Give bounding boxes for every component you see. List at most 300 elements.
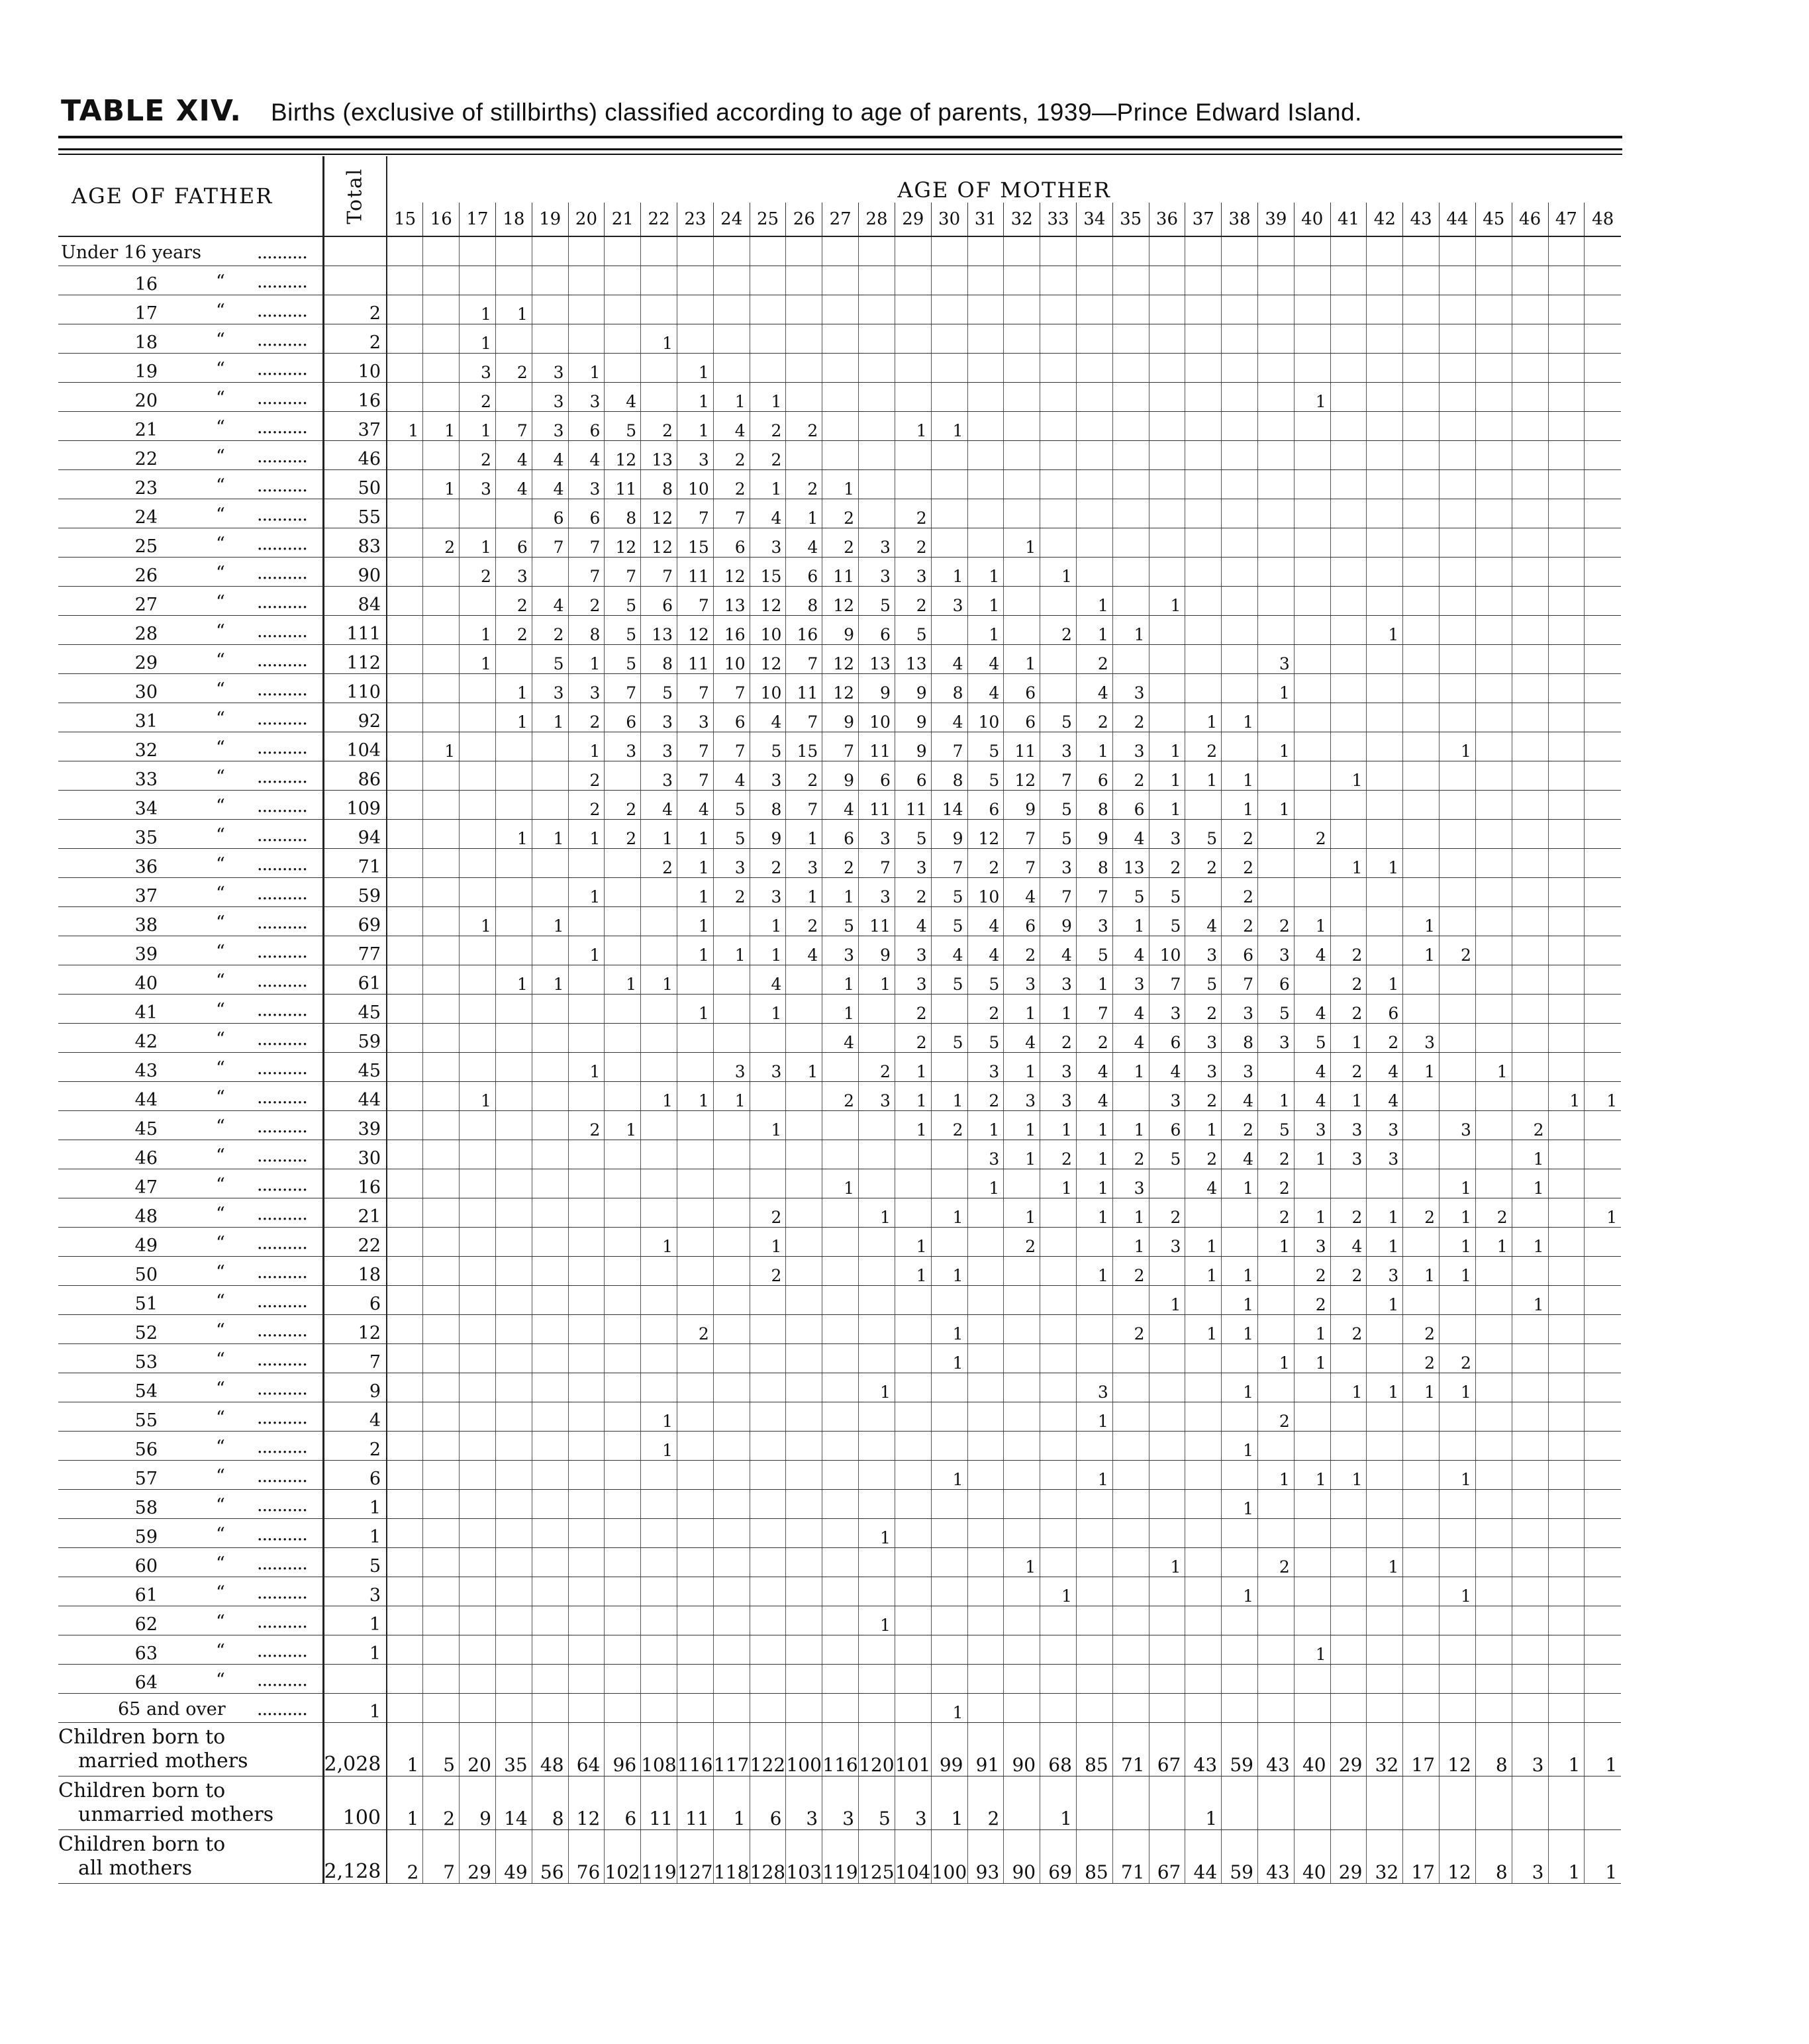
count-cell xyxy=(423,1286,460,1315)
count-cell: 1 xyxy=(1512,1228,1548,1257)
count-cell xyxy=(822,1461,859,1490)
count-cell xyxy=(1112,1286,1149,1315)
mother-age-col-header: 29 xyxy=(895,203,931,236)
count-cell xyxy=(423,849,460,878)
count-cell: 3 xyxy=(1112,674,1149,703)
table-row xyxy=(58,324,1621,354)
count-cell xyxy=(387,645,423,674)
count-cell xyxy=(1149,295,1185,324)
count-cell: 4 xyxy=(1040,936,1077,965)
count-cell xyxy=(967,528,1004,558)
count-cell xyxy=(423,558,460,587)
summary-cell: 1 xyxy=(1040,1776,1077,1830)
count-cell xyxy=(495,1257,532,1286)
count-cell xyxy=(1548,1402,1585,1432)
count-cell: 3 xyxy=(786,849,822,878)
summary-total: 100 xyxy=(323,1776,387,1830)
count-cell xyxy=(786,1111,822,1140)
count-cell: 1 xyxy=(931,1461,967,1490)
count-cell: 8 xyxy=(641,470,677,499)
leader-dots: .......... xyxy=(257,1495,307,1516)
count-cell: 1 xyxy=(677,383,714,412)
count-cell xyxy=(750,1665,786,1694)
row-total: 1 xyxy=(323,1490,387,1519)
count-cell xyxy=(1004,441,1040,470)
count-cell: 7 xyxy=(495,412,532,441)
count-cell xyxy=(1185,1606,1222,1635)
count-cell xyxy=(641,1286,677,1315)
father-age-cell xyxy=(58,703,323,732)
count-cell xyxy=(1149,674,1185,703)
count-cell xyxy=(1475,616,1512,645)
ditto-mark: “ xyxy=(216,1262,225,1283)
count-cell xyxy=(387,703,423,732)
count-cell xyxy=(859,1402,895,1432)
count-cell: 1 xyxy=(677,820,714,849)
count-cell xyxy=(532,1228,568,1257)
table-row xyxy=(58,1053,1621,1082)
count-cell xyxy=(1258,1286,1295,1315)
count-cell: 7 xyxy=(532,528,568,558)
count-cell xyxy=(532,236,568,266)
count-cell xyxy=(822,1228,859,1257)
count-cell xyxy=(859,1111,895,1140)
count-cell xyxy=(713,1402,750,1432)
count-cell: 2 xyxy=(1440,936,1476,965)
count-cell xyxy=(1475,412,1512,441)
count-cell xyxy=(1112,266,1149,295)
ditto-mark: “ xyxy=(216,446,225,467)
count-cell xyxy=(1112,1344,1149,1373)
count-cell xyxy=(1004,1694,1040,1723)
count-cell xyxy=(1475,1432,1512,1461)
count-cell: 1 xyxy=(1076,732,1112,761)
count-cell xyxy=(1330,732,1367,761)
count-cell xyxy=(677,1577,714,1606)
count-cell xyxy=(967,1315,1004,1344)
table-row xyxy=(58,236,1621,266)
count-cell: 1 xyxy=(895,1082,931,1111)
count-cell xyxy=(1548,936,1585,965)
count-cell xyxy=(1475,1519,1512,1548)
count-cell xyxy=(532,1402,568,1432)
count-cell xyxy=(1403,732,1440,761)
count-cell xyxy=(1440,703,1476,732)
count-cell xyxy=(1258,1665,1295,1694)
count-cell xyxy=(1222,1228,1258,1257)
count-cell xyxy=(1149,354,1185,383)
summary-cell: 96 xyxy=(605,1723,641,1776)
count-cell xyxy=(822,1635,859,1665)
count-cell: 2 xyxy=(495,616,532,645)
count-cell: 2 xyxy=(1330,1315,1367,1344)
count-cell: 1 xyxy=(1112,907,1149,936)
count-cell: 1 xyxy=(895,1228,931,1257)
table-row xyxy=(58,965,1621,995)
count-cell xyxy=(1185,1577,1222,1606)
count-cell xyxy=(1403,761,1440,791)
count-cell xyxy=(1585,995,1621,1024)
count-cell xyxy=(1258,1519,1295,1548)
count-cell xyxy=(1548,1461,1585,1490)
count-cell xyxy=(1149,412,1185,441)
count-cell: 9 xyxy=(931,820,967,849)
count-cell xyxy=(605,1665,641,1694)
count-cell: 12 xyxy=(822,587,859,616)
count-cell xyxy=(1403,645,1440,674)
count-cell: 1 xyxy=(1403,1373,1440,1402)
count-cell xyxy=(786,1140,822,1169)
count-cell xyxy=(1112,1519,1149,1548)
count-cell xyxy=(1222,1635,1258,1665)
count-cell xyxy=(1548,499,1585,528)
count-cell xyxy=(1076,1315,1112,1344)
count-cell xyxy=(1149,1665,1185,1694)
father-age-label: 32 xyxy=(134,740,158,761)
count-cell xyxy=(1403,703,1440,732)
count-cell xyxy=(1076,1286,1112,1315)
count-cell: 3 xyxy=(1076,907,1112,936)
count-cell xyxy=(1294,266,1330,295)
count-cell xyxy=(750,1548,786,1577)
count-cell xyxy=(460,499,496,528)
summary-cell xyxy=(1367,1776,1403,1830)
count-cell xyxy=(1440,1432,1476,1461)
ditto-mark: “ xyxy=(216,271,225,292)
count-cell xyxy=(1367,1490,1403,1519)
count-cell: 1 xyxy=(1330,1024,1367,1053)
count-cell: 1 xyxy=(1222,1286,1258,1315)
count-cell xyxy=(1440,645,1476,674)
count-cell xyxy=(568,1577,605,1606)
count-cell xyxy=(822,1432,859,1461)
count-cell: 1 xyxy=(859,1519,895,1548)
count-cell xyxy=(1004,616,1040,645)
count-cell xyxy=(1403,1082,1440,1111)
count-cell xyxy=(1330,1432,1367,1461)
count-cell: 1 xyxy=(1040,1111,1077,1140)
count-cell xyxy=(895,1606,931,1635)
count-cell: 4 xyxy=(1294,936,1330,965)
count-cell: 5 xyxy=(1258,1111,1295,1140)
count-cell: 9 xyxy=(822,703,859,732)
count-cell xyxy=(1367,354,1403,383)
summary-cell: 2 xyxy=(423,1776,460,1830)
count-cell xyxy=(713,354,750,383)
count-cell: 4 xyxy=(1222,1082,1258,1111)
count-cell xyxy=(1512,1548,1548,1577)
count-cell xyxy=(1258,703,1295,732)
count-cell xyxy=(1367,528,1403,558)
count-cell xyxy=(713,236,750,266)
count-cell xyxy=(967,324,1004,354)
ditto-mark: “ xyxy=(216,1233,225,1253)
count-cell xyxy=(1222,616,1258,645)
count-cell: 5 xyxy=(895,820,931,849)
count-cell: 1 xyxy=(1076,1169,1112,1198)
count-cell: 1 xyxy=(1440,1461,1476,1490)
leader-dots: .......... xyxy=(257,1029,307,1049)
count-cell: 12 xyxy=(822,674,859,703)
count-cell xyxy=(1475,995,1512,1024)
count-cell xyxy=(895,1635,931,1665)
count-cell: 3 xyxy=(1040,1082,1077,1111)
summary-cell: 12 xyxy=(1440,1723,1476,1776)
count-cell xyxy=(1040,1373,1077,1402)
count-cell xyxy=(1222,587,1258,616)
count-cell: 1 xyxy=(532,965,568,995)
table-row xyxy=(58,849,1621,878)
summary-cell: 69 xyxy=(1040,1830,1077,1884)
count-cell xyxy=(460,1490,496,1519)
summary-label-line2: married mothers xyxy=(78,1749,248,1773)
leader-dots: .......... xyxy=(257,1175,307,1195)
father-age-label: 41 xyxy=(134,1002,158,1023)
count-cell xyxy=(750,1519,786,1548)
count-cell xyxy=(677,295,714,324)
count-cell xyxy=(1548,1140,1585,1169)
leader-dots: .......... xyxy=(257,388,307,409)
count-cell xyxy=(423,1665,460,1694)
count-cell xyxy=(1475,1082,1512,1111)
count-cell: 1 xyxy=(1367,849,1403,878)
count-cell xyxy=(1149,645,1185,674)
father-age-label: 40 xyxy=(134,973,158,994)
count-cell xyxy=(1512,470,1548,499)
count-cell: 3 xyxy=(532,412,568,441)
count-cell xyxy=(1149,1635,1185,1665)
count-cell: 11 xyxy=(895,791,931,820)
count-cell xyxy=(1004,1461,1040,1490)
count-cell xyxy=(1440,1635,1476,1665)
count-cell: 1 xyxy=(460,412,496,441)
count-cell: 1 xyxy=(495,674,532,703)
count-cell xyxy=(1585,1490,1621,1519)
count-cell xyxy=(568,1432,605,1461)
count-cell xyxy=(1548,1257,1585,1286)
count-cell xyxy=(931,1402,967,1432)
count-cell xyxy=(605,1548,641,1577)
count-cell: 1 xyxy=(1403,1053,1440,1082)
count-cell xyxy=(1403,1577,1440,1606)
count-cell: 2 xyxy=(1258,1140,1295,1169)
count-cell xyxy=(931,499,967,528)
count-cell: 3 xyxy=(750,528,786,558)
summary-cell: 43 xyxy=(1258,1830,1295,1884)
count-cell xyxy=(1548,1344,1585,1373)
count-cell xyxy=(460,1140,496,1169)
row-total xyxy=(323,266,387,295)
father-age-cell xyxy=(58,965,323,995)
summary-cell: 29 xyxy=(1330,1830,1367,1884)
count-cell xyxy=(387,558,423,587)
count-cell xyxy=(1548,1315,1585,1344)
count-cell xyxy=(1403,383,1440,412)
count-cell xyxy=(1294,441,1330,470)
count-cell: 6 xyxy=(1076,761,1112,791)
leader-dots: .......... xyxy=(257,1408,307,1428)
father-age-cell xyxy=(58,1024,323,1053)
count-cell: 6 xyxy=(1112,791,1149,820)
ditto-mark: “ xyxy=(216,1087,225,1108)
count-cell: 1 xyxy=(750,936,786,965)
count-cell xyxy=(859,324,895,354)
count-cell xyxy=(1258,558,1295,587)
father-age-label: 36 xyxy=(134,857,158,877)
count-cell xyxy=(786,1665,822,1694)
father-age-label: 43 xyxy=(134,1061,158,1081)
count-cell xyxy=(423,1198,460,1228)
count-cell xyxy=(1367,732,1403,761)
count-cell xyxy=(1004,266,1040,295)
count-cell xyxy=(495,266,532,295)
count-cell xyxy=(387,528,423,558)
count-cell: 3 xyxy=(1149,1082,1185,1111)
count-cell xyxy=(1330,674,1367,703)
count-cell xyxy=(387,1490,423,1519)
count-cell xyxy=(532,324,568,354)
count-cell xyxy=(423,383,460,412)
count-cell xyxy=(1475,1606,1512,1635)
count-cell xyxy=(423,266,460,295)
count-cell: 1 xyxy=(1440,1228,1476,1257)
count-cell: 1 xyxy=(713,936,750,965)
table-row xyxy=(58,936,1621,965)
count-cell: 3 xyxy=(1222,995,1258,1024)
count-cell: 1 xyxy=(1330,761,1367,791)
count-cell xyxy=(786,995,822,1024)
count-cell xyxy=(605,1606,641,1635)
summary-cell: 71 xyxy=(1112,1830,1149,1884)
count-cell xyxy=(1076,412,1112,441)
count-cell xyxy=(1112,499,1149,528)
summary-cell: 40 xyxy=(1294,1723,1330,1776)
count-cell xyxy=(641,878,677,907)
ditto-mark: “ xyxy=(216,359,225,379)
summary-cell: 1 xyxy=(387,1776,423,1830)
count-cell xyxy=(1149,1519,1185,1548)
leader-dots: .......... xyxy=(257,825,307,846)
count-cell: 1 xyxy=(1222,703,1258,732)
count-cell xyxy=(967,295,1004,324)
father-age-cell xyxy=(58,470,323,499)
count-cell xyxy=(387,936,423,965)
table-row xyxy=(58,1140,1621,1169)
count-cell xyxy=(387,236,423,266)
count-cell xyxy=(568,1665,605,1694)
count-cell: 5 xyxy=(750,732,786,761)
count-cell xyxy=(1258,236,1295,266)
count-cell xyxy=(1440,295,1476,324)
count-cell xyxy=(1548,412,1585,441)
father-age-cell xyxy=(58,1635,323,1665)
count-cell: 4 xyxy=(1294,1053,1330,1082)
summary-cell xyxy=(1548,1776,1585,1830)
count-cell xyxy=(1475,441,1512,470)
table-row xyxy=(58,1665,1621,1694)
ditto-mark: “ xyxy=(216,1204,225,1224)
count-cell xyxy=(859,441,895,470)
count-cell xyxy=(1149,324,1185,354)
count-cell xyxy=(495,1024,532,1053)
count-cell: 4 xyxy=(1076,674,1112,703)
summary-cell: 117 xyxy=(713,1723,750,1776)
count-cell xyxy=(460,1577,496,1606)
table-caption: Births (exclusive of stillbirths) classified according to age of parents, 1939—Prince Edward Island. xyxy=(271,99,1362,126)
count-cell: 3 xyxy=(1149,1228,1185,1257)
count-cell xyxy=(1076,1548,1112,1577)
count-cell xyxy=(1475,645,1512,674)
count-cell xyxy=(1548,295,1585,324)
count-cell xyxy=(1512,761,1548,791)
table-row xyxy=(58,1024,1621,1053)
count-cell xyxy=(713,1169,750,1198)
count-cell xyxy=(1222,470,1258,499)
count-cell xyxy=(605,1635,641,1665)
count-cell: 4 xyxy=(605,383,641,412)
count-cell: 1 xyxy=(822,1169,859,1198)
count-cell xyxy=(786,1519,822,1548)
count-cell xyxy=(1585,645,1621,674)
count-cell xyxy=(423,1490,460,1519)
count-cell xyxy=(1294,1665,1330,1694)
count-cell xyxy=(1585,907,1621,936)
count-cell xyxy=(568,1257,605,1286)
count-cell xyxy=(1185,1461,1222,1490)
count-cell xyxy=(750,266,786,295)
count-cell xyxy=(1403,1665,1440,1694)
count-cell: 1 xyxy=(532,703,568,732)
count-cell xyxy=(859,1024,895,1053)
count-cell xyxy=(495,1548,532,1577)
count-cell xyxy=(1512,1606,1548,1635)
summary-label xyxy=(58,1723,323,1776)
count-cell xyxy=(1149,470,1185,499)
count-cell xyxy=(1112,470,1149,499)
count-cell xyxy=(1367,936,1403,965)
count-cell xyxy=(568,1548,605,1577)
count-cell xyxy=(1475,878,1512,907)
ditto-mark: “ xyxy=(216,679,225,700)
count-cell xyxy=(1076,236,1112,266)
count-cell: 1 xyxy=(568,645,605,674)
count-cell: 1 xyxy=(1330,1082,1367,1111)
count-cell: 1 xyxy=(1222,1373,1258,1402)
count-cell: 1 xyxy=(605,965,641,995)
count-cell xyxy=(1185,354,1222,383)
count-cell: 1 xyxy=(677,354,714,383)
count-cell xyxy=(967,499,1004,528)
leader-dots: .......... xyxy=(257,621,307,642)
count-cell xyxy=(1403,1519,1440,1548)
count-cell xyxy=(859,1228,895,1257)
father-age-label: 62 xyxy=(134,1614,158,1635)
count-cell: 3 xyxy=(1367,1111,1403,1140)
summary-cell: 29 xyxy=(460,1830,496,1884)
count-cell xyxy=(568,1169,605,1198)
count-cell xyxy=(859,1635,895,1665)
count-cell xyxy=(1294,1694,1330,1723)
count-cell: 3 xyxy=(1403,1024,1440,1053)
summary-cell: 122 xyxy=(750,1723,786,1776)
count-cell: 1 xyxy=(1367,1548,1403,1577)
count-cell xyxy=(460,1228,496,1257)
count-cell xyxy=(460,761,496,791)
ditto-mark: “ xyxy=(216,650,225,671)
summary-label xyxy=(58,1830,323,1884)
count-cell: 6 xyxy=(967,791,1004,820)
count-cell xyxy=(1112,1461,1149,1490)
